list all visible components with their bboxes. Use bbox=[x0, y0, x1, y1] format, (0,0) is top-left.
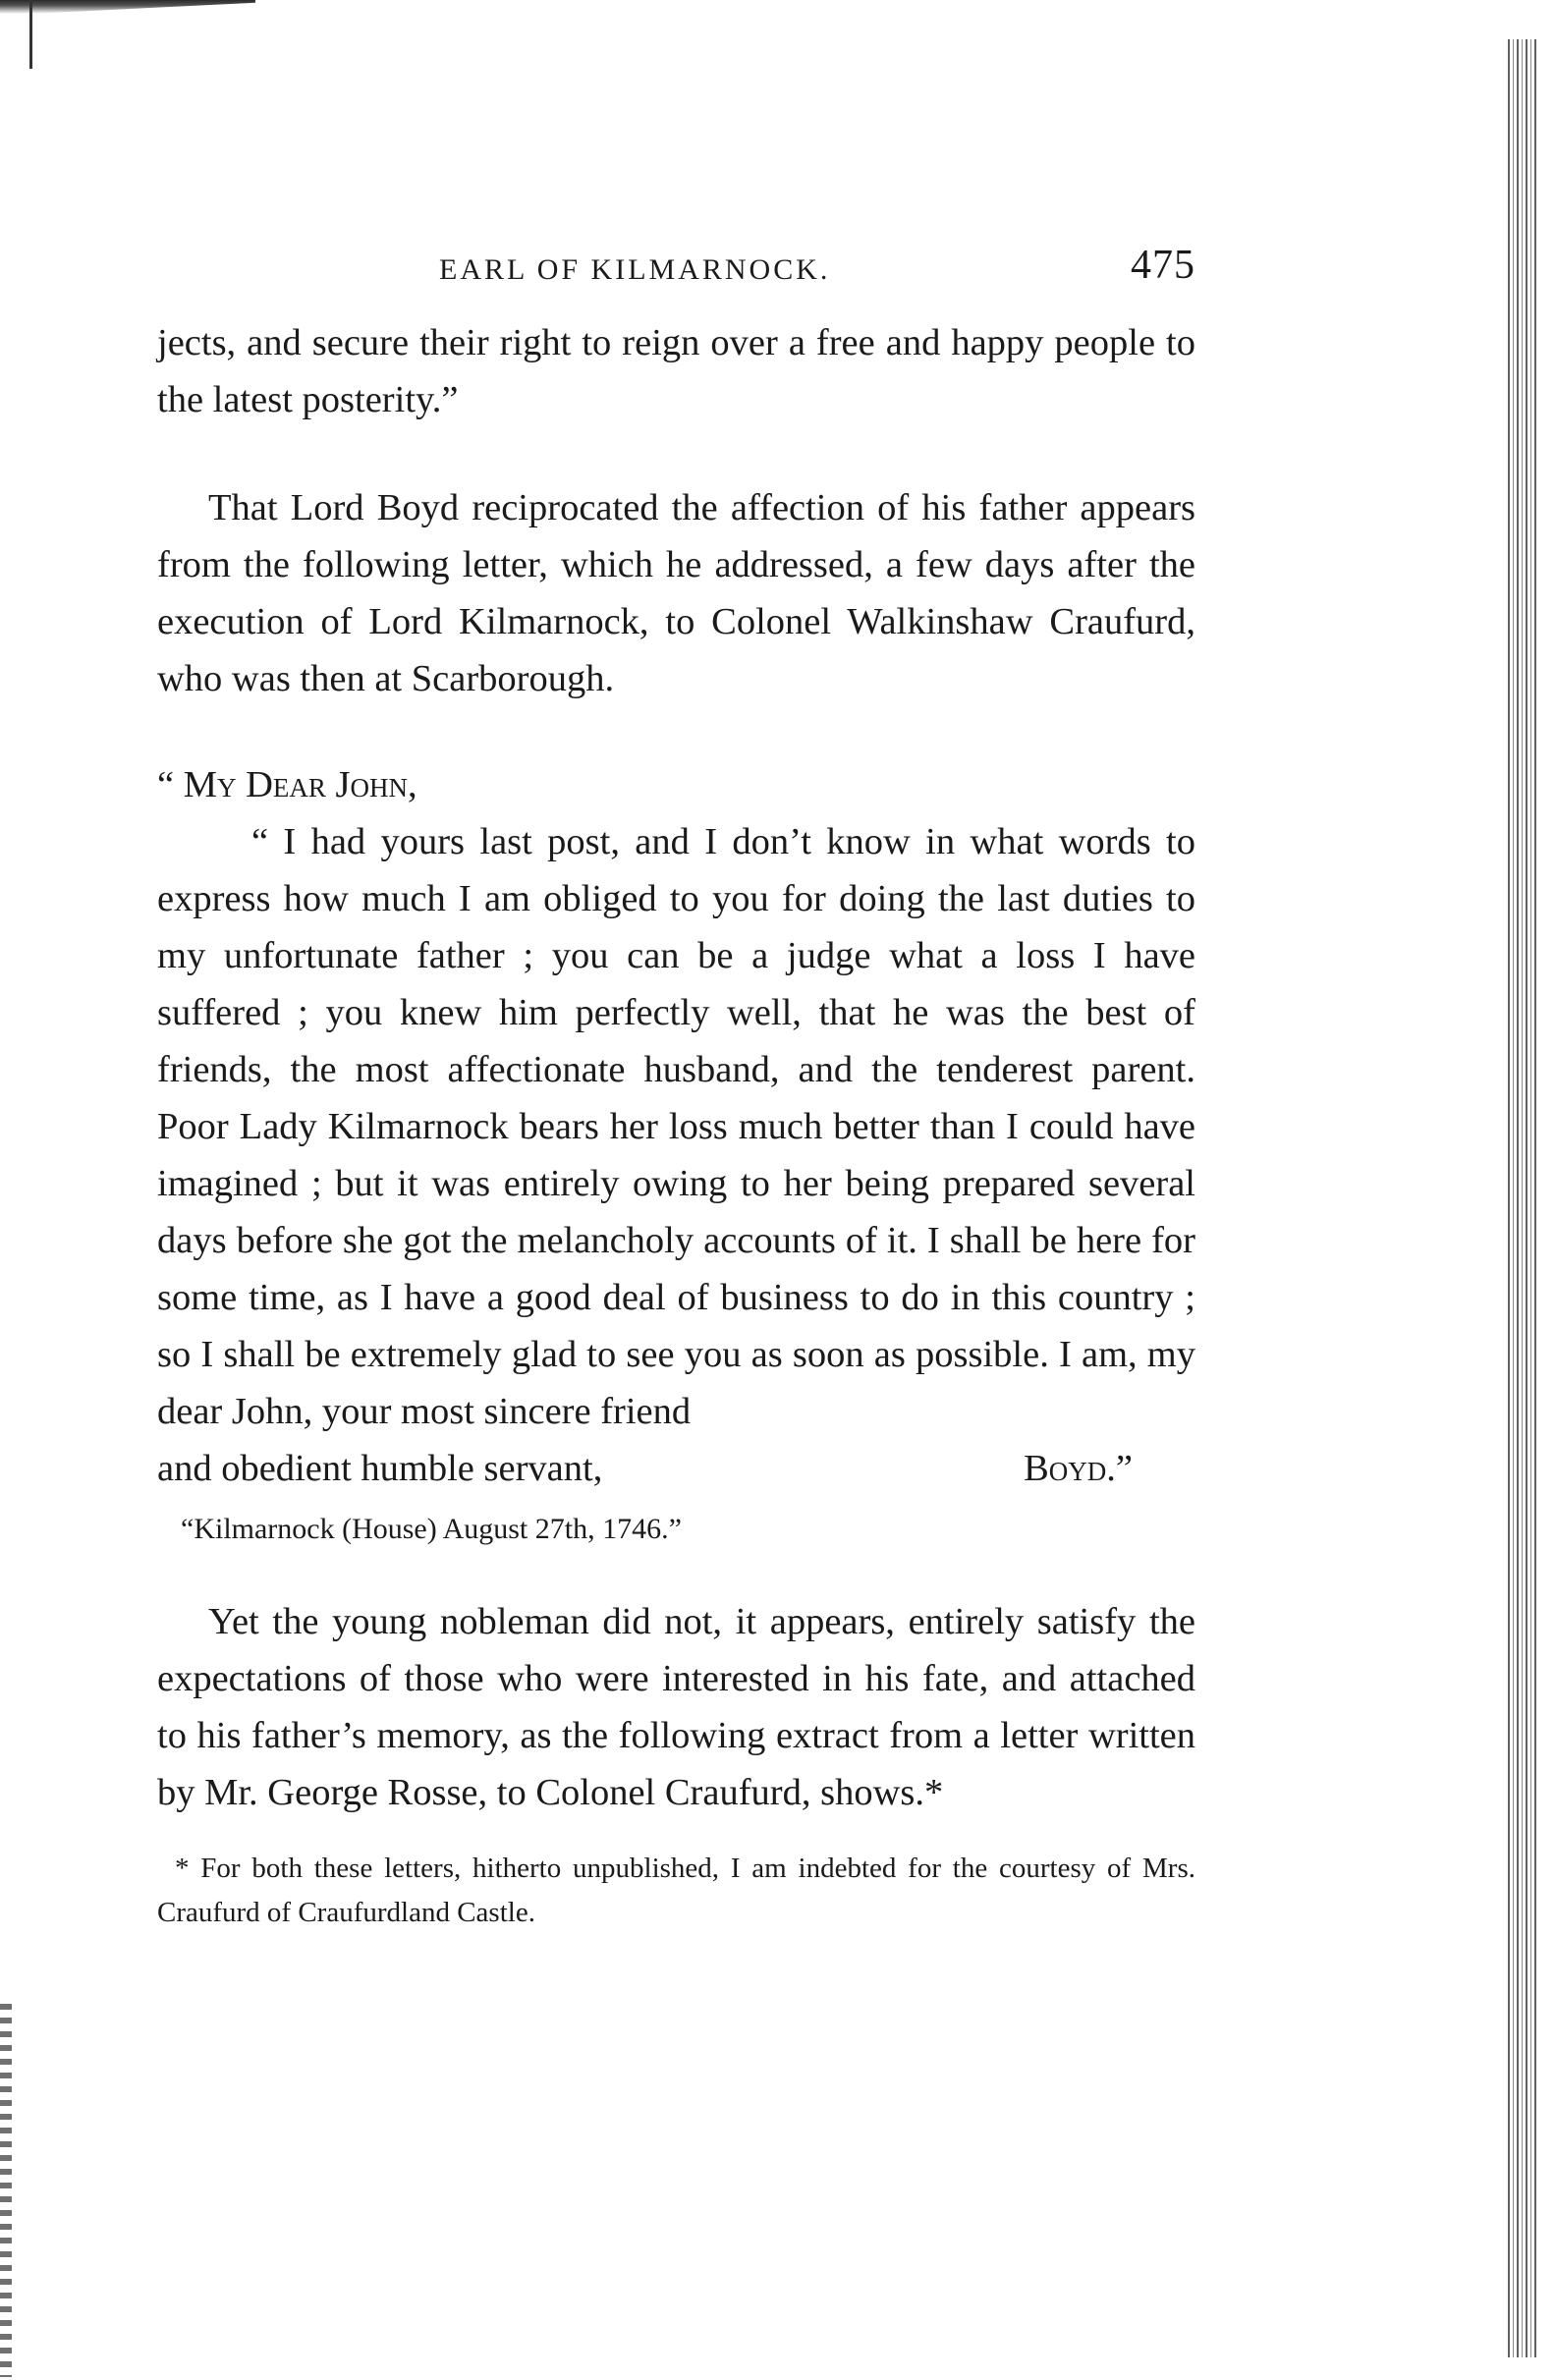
letter-signoff bbox=[157, 1440, 1195, 1497]
letter-dateline: “Kilmarnock (House) August 27th, 1746.” bbox=[181, 1513, 682, 1545]
page-header bbox=[157, 242, 1195, 301]
letter-closing: and obedient humble servant, bbox=[157, 1448, 603, 1489]
paragraph-lord-boyd: That Lord Boyd reciprocated the affection of his father appears from the following letter, which he addressed, a few days after the execution of Lord Kilmarnock, to Colonel Walkinshaw Craufurd, who was then at Scarborough. bbox=[157, 487, 1195, 699]
page-edge-right bbox=[1508, 39, 1537, 2357]
page-number: 475 bbox=[1131, 243, 1195, 288]
footnote: * For both these letters, hitherto unpublished, I am indebted for the courtesy of Mrs. Craufurd of Craufurdland Castle. bbox=[157, 1853, 1195, 1928]
page-edge-left bbox=[0, 2004, 12, 2377]
running-head: EARL OF KILMARNOCK. bbox=[439, 253, 831, 286]
scan-artifact-top bbox=[0, 0, 255, 14]
letter-signature: Boyd.” bbox=[1024, 1448, 1133, 1489]
paragraph-continued: jects, and secure their right to reign over a free and happy people to the latest posterity.” bbox=[157, 322, 1195, 420]
scan-artifact-line bbox=[29, 0, 32, 69]
letter-body: “ I had yours last post, and I don’t know in what words to express how much I am obliged to you for doing the last duties to my unfortunate father ; you can be a judge what a loss I have suffered ; you knew him perfectly well, that he was the best of friends, the most affectionate husband, and the tenderest parent. Poor Lady Kilmarnock bears her loss much better than I could have imagined ; but it was entirely owing to her being prepared several days before she got the melancholy accounts of it. I shall be here for some time, as I have a good deal of business to do in this country ; so I shall be extremely glad to see you as soon as possible. I am, my dear John, your most sincere friend bbox=[157, 821, 1195, 1432]
page-body bbox=[157, 314, 1195, 1935]
paragraph-young-nobleman: Yet the young nobleman did not, it appears, entirely satisfy the expectations of those who were interested in his fate, and attached to his father’s memory, as the following extract from a letter written by Mr. George Rosse, to Colonel Craufurd, shows.* bbox=[157, 1601, 1195, 1813]
letter-salutation: “ My Dear John, bbox=[157, 764, 417, 805]
